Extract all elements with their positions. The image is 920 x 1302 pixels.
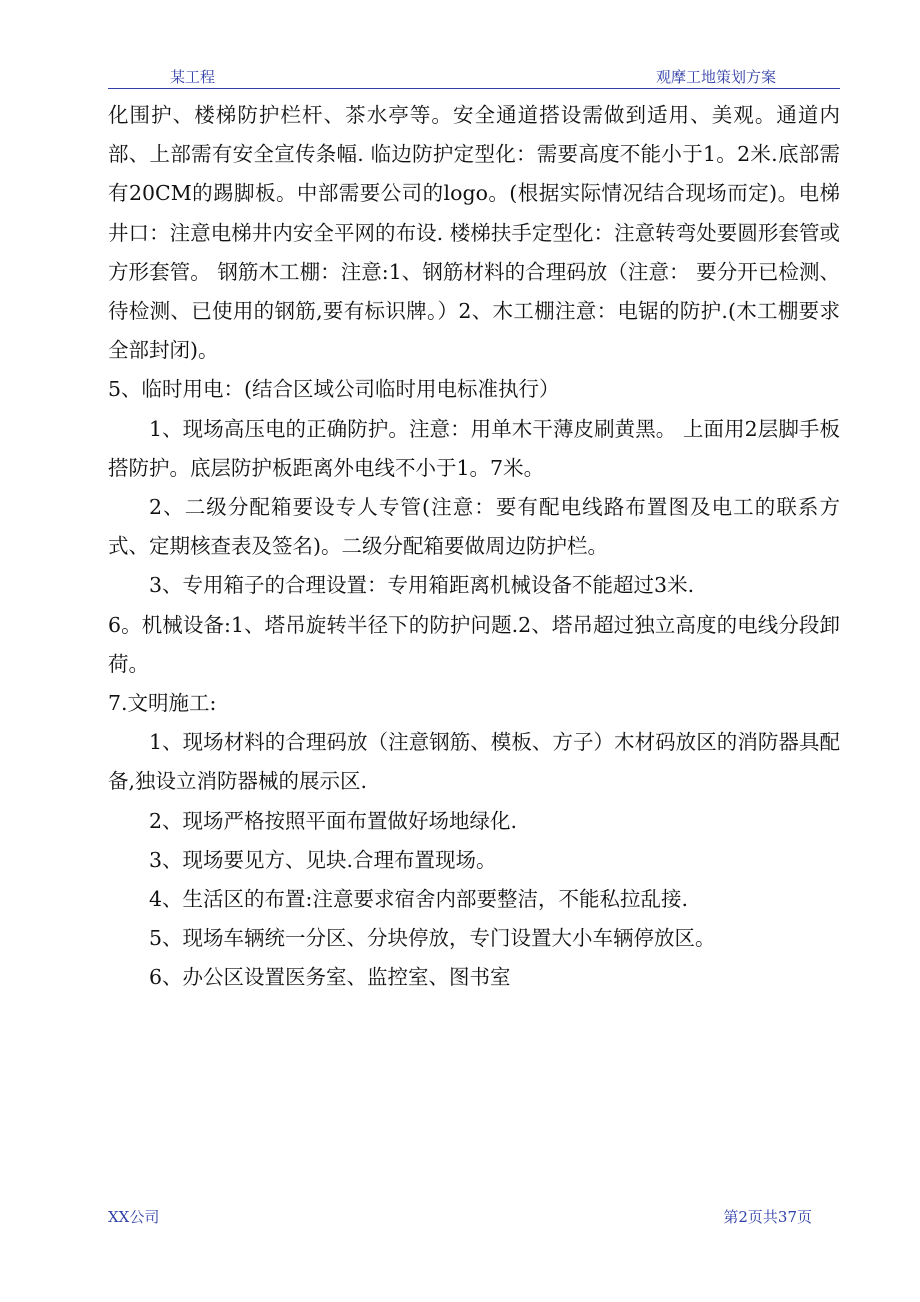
document-body [108, 96, 840, 998]
footer-page-number: 第2页共37页 [723, 1208, 812, 1226]
paragraph-living-area: 4、生活区的布置:注意要求宿舍内部要整洁，不能私拉乱接. [149, 887, 688, 912]
section-heading-civilized-construction: 7.文明施工: [108, 691, 217, 716]
paragraph-office-area: 6、办公区设置医务室、监控室、图书室 [149, 965, 511, 990]
paragraph-high-voltage-protection: 1、现场高压电的正确防护。注意：用单木干薄皮刷黄黑。 上面用2层脚手板搭防护。底层防护板距离外电线不小于1。7米。 [108, 416, 840, 480]
header-document-title: 观摩工地策划方案 [655, 68, 776, 86]
paragraph-distribution-box: 2、二级分配箱要设专人专管(注意：要有配电线路布置图及电工的联系方式、定期核查表及签名)。二级分配箱要做周边防护栏。 [108, 495, 840, 559]
paragraph-material-stacking: 1、现场材料的合理码放（注意钢筋、模板、方子）木材码放区的消防器具配备,独设立消防器械的展示区. [108, 730, 840, 794]
paragraph-safety-channel: 化围护、楼梯防护栏杆、茶水亭等。安全通道搭设需做到适用、美观。通道内部、上部需有安全宣传条幅. 临边防护定型化：需要高度不能小于1。2米.底部需有20CM的踢脚板。中部需要公司的logo。(根据实际情况结合现场而定)。电梯井口：注意电梯井内安全平网的布设. 楼梯扶手定型化：注意转弯处要圆形套管或方形套管。 钢筋木工棚：注意:1、钢筋材料的合理码放（注意： 要分开已检测、待检测、已使用的钢筋,要有标识牌。）2、木工棚注意：电锯的防护.(木工棚要求全部封闭)。 [108, 103, 840, 363]
section-heading-machinery: 6。机械设备:1、塔吊旋转半径下的防护问题.2、塔吊超过独立高度的电线分段卸荷。 [108, 612, 840, 676]
paragraph-site-layout: 3、现场要见方、见块.合理布置现场。 [149, 847, 497, 872]
paragraph-greening: 2、现场严格按照平面布置做好场地绿化. [149, 808, 518, 833]
paragraph-dedicated-box: 3、专用箱子的合理设置：专用箱距离机械设备不能超过3米. [149, 573, 695, 598]
page-header [108, 64, 840, 89]
paragraph-vehicle-parking: 5、现场车辆统一分区、分块停放，专门设置大小车辆停放区。 [149, 926, 716, 951]
header-project-name: 某工程 [170, 68, 216, 86]
section-heading-temporary-power: 5、临时用电：(结合区域公司临时用电标准执行） [108, 377, 560, 402]
footer-company: XX公司 [108, 1208, 160, 1226]
